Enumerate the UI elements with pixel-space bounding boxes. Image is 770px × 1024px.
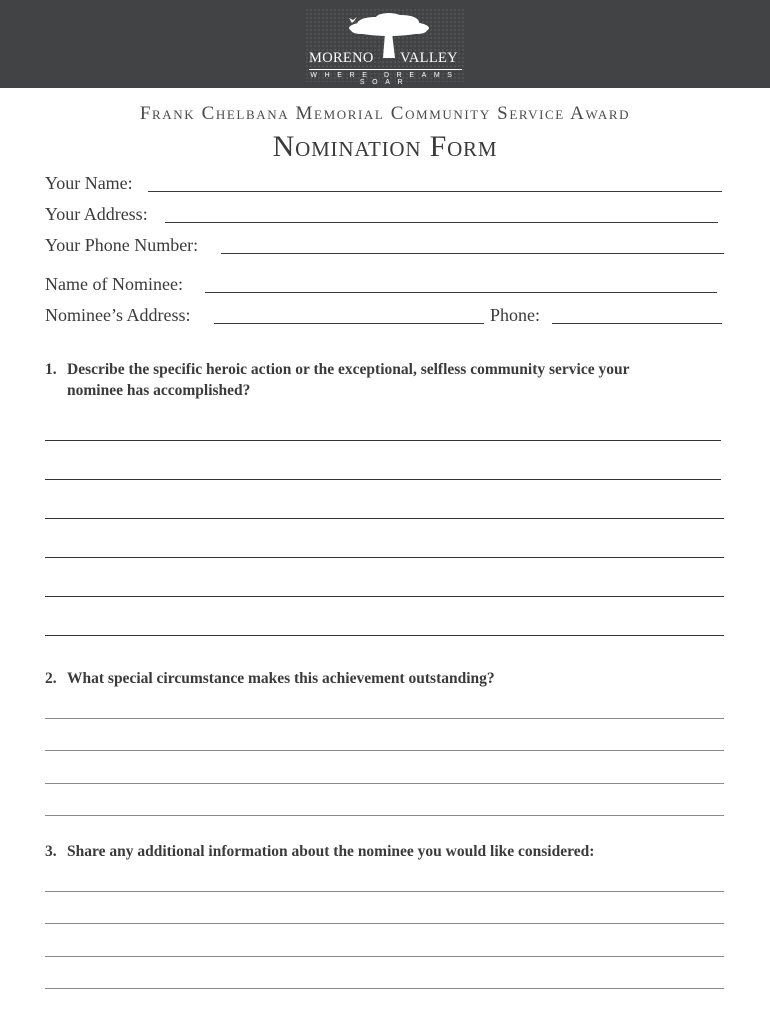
header-banner bbox=[0, 0, 770, 88]
answer-1-line[interactable] bbox=[45, 440, 721, 441]
answer-1-line[interactable] bbox=[45, 557, 724, 558]
form-title: Nomination Form bbox=[272, 130, 498, 163]
your-address-label: Your Address: bbox=[45, 204, 148, 224]
question-1 bbox=[45, 359, 725, 403]
question-2 bbox=[45, 668, 725, 690]
nominee-name-field[interactable] bbox=[205, 292, 717, 293]
answer-1-line[interactable] bbox=[45, 596, 724, 597]
nominee-name-label: Name of Nominee: bbox=[45, 274, 183, 294]
answer-2-line[interactable] bbox=[45, 783, 724, 784]
nominee-address-field[interactable] bbox=[214, 323, 484, 324]
question-2-text: What special circumstance makes this achievement outstanding? bbox=[67, 670, 495, 687]
nominee-phone-field[interactable] bbox=[552, 323, 722, 324]
your-phone-label: Your Phone Number: bbox=[45, 235, 199, 255]
logo-word-moreno: MORENO bbox=[309, 50, 374, 66]
moreno-valley-logo bbox=[305, 8, 465, 86]
logo-word-valley: VALLEY bbox=[400, 50, 458, 66]
answer-1-line[interactable] bbox=[45, 518, 724, 519]
nominee-address-label: Nominee’s Address: bbox=[45, 305, 191, 325]
question-1-line-2: nominee has accomplished? bbox=[67, 382, 251, 399]
question-3-number: 3. bbox=[45, 843, 57, 860]
logo-tagline: WHERE DREAMS SOAR bbox=[310, 72, 460, 86]
question-2-number: 2. bbox=[45, 670, 57, 687]
answer-2-line[interactable] bbox=[45, 750, 724, 751]
your-phone-field[interactable] bbox=[221, 253, 724, 254]
nominee-phone-label: Phone: bbox=[490, 305, 541, 325]
question-3-text: Share any additional information about the nominee you would like considered: bbox=[67, 843, 595, 860]
your-address-field[interactable] bbox=[165, 222, 718, 223]
logo-divider bbox=[309, 69, 462, 70]
answer-3-line[interactable] bbox=[45, 923, 724, 924]
tree-icon bbox=[305, 8, 465, 82]
answer-1-line[interactable] bbox=[45, 635, 724, 636]
question-1-line-1: Describe the specific heroic action or the exceptional, selfless community service your bbox=[67, 361, 630, 378]
question-3 bbox=[45, 841, 725, 863]
your-name-field[interactable] bbox=[148, 191, 722, 192]
question-1-number: 1. bbox=[45, 361, 57, 378]
answer-2-line[interactable] bbox=[45, 718, 724, 719]
your-name-label: Your Name: bbox=[45, 173, 133, 193]
answer-3-line[interactable] bbox=[45, 988, 724, 989]
answer-3-line[interactable] bbox=[45, 891, 724, 892]
answer-1-line[interactable] bbox=[45, 479, 721, 480]
answer-3-line[interactable] bbox=[45, 956, 724, 957]
award-title: Frank Chelbana Memorial Community Service Award bbox=[139, 103, 631, 124]
answer-2-line[interactable] bbox=[45, 815, 724, 816]
